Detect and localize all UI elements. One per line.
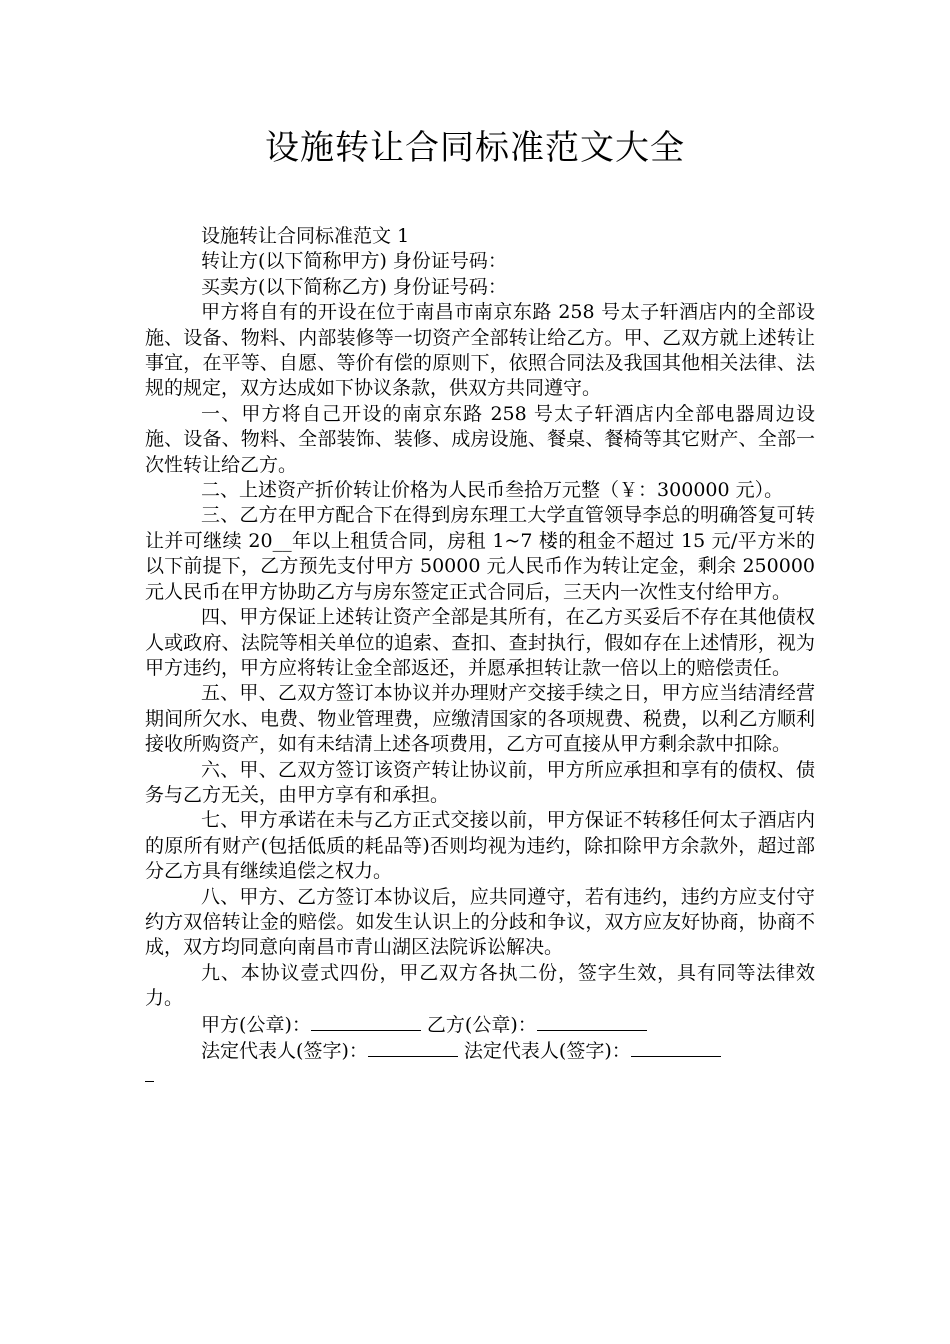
seal-line <box>145 1012 815 1038</box>
clause-8: 八、甲方、乙方签订本协议后，应共同遵守，若有违约，违约方应支付守约方双倍转让金的赔偿。如发生认识上的分歧和争议，双方应友好协商，协商不成，双方均同意向南昌市青山湖区法院诉讼解决。 <box>145 885 815 959</box>
clause-7: 七、甲方承诺在未与乙方正式交接以前，甲方保证不转移任何太子酒店内的原所有财产(包括低质的耗品等)否则均视为违约，除扣除甲方余款外，超过部分乙方具有继续追偿之权力。 <box>145 809 815 883</box>
section-heading: 设施转让合同标准范文 1 <box>201 225 410 247</box>
signature-line-tail <box>145 1064 815 1089</box>
clause-3: 三、乙方在甲方配合下在得到房东理工大学直管领导李总的明确答复可转让并可继续 20__年以上租赁合同，房租 1~7 楼的租金不超过 15 元/平方米的以下前提下，乙方预先支付甲方 50000 元人民币作为转让定金，剩余 250000 元人民币在甲方协助乙方与房东签定正式合同后，三天内一次性支付给甲方。 <box>145 504 815 603</box>
clause-6: 六、甲、乙双方签订该资产转让协议前，甲方所应承担和享有的债权、债务与乙方无关，由甲方享有和承担。 <box>145 758 815 806</box>
party-a-line: 转让方(以下简称甲方) 身份证号码： <box>201 250 507 273</box>
clause-5: 五、甲、乙双方签订本协议并办理财产交接手续之日，甲方应当结清经营期间所欠水、电费、物业管理费，应缴清国家的各项规费、税费，以利乙方顺利接收所购资产，如有未结清上述各项费用，乙方可直接从甲方剩余款中扣除。 <box>145 682 815 756</box>
clause-1: 一、甲方将自己开设的南京东路 258 号太子轩酒店内全部电器周边设施、设备、物料、全部装饰、装修、成房设施、餐桌、餐椅等其它财产、全部一次性转让给乙方。 <box>145 402 815 476</box>
underline-tail-mark <box>145 1067 154 1082</box>
party-b-seal-blank <box>537 1012 647 1031</box>
party-a-rep-blank <box>368 1038 458 1057</box>
document-title: 设施转让合同标准范文大全 <box>265 128 685 168</box>
party-b-line: 买卖方(以下简称乙方) 身份证号码： <box>201 275 507 298</box>
clause-2: 二、上述资产折价转让价格为人民币叁拾万元整（￥：300000 元）。 <box>201 479 784 502</box>
clause-9: 九、本协议壹式四份，甲乙双方各执二份，签字生效，具有同等法律效力。 <box>145 961 815 1010</box>
party-a-rep-label: 法定代表人(签字)： <box>201 1040 368 1062</box>
party-b-rep-label: 法定代表人(签字)： <box>463 1040 631 1062</box>
party-b-rep-blank <box>631 1038 721 1057</box>
party-a-seal-label: 甲方(公章)： <box>201 1013 311 1036</box>
clause-4: 四、甲方保证上述转让资产全部是其所有，在乙方买妥后不存在其他债权人或政府、法院等相关单位的追索、查扣、查封执行，假如存在上述情形，视为甲方违约，甲方应将转让金全部返还，并愿承担转让款一倍以上的赔偿责任。 <box>145 606 815 679</box>
party-a-seal-blank <box>311 1012 421 1031</box>
representative-line <box>145 1038 815 1064</box>
intro-paragraph: 甲方将自有的开设在位于南昌市南京东路 258 号太子轩酒店内的全部设施、设备、物料、内部装修等一切资产全部转让给乙方。甲、乙双方就上述转让事宜，在平等、自愿、等价有偿的原则下，依照合同法及我国其他相关法律、法规的规定，双方达成如下协议条款，供双方共同遵守。 <box>145 301 815 400</box>
document-body <box>145 224 815 1090</box>
party-b-seal-label: 乙方(公章)： <box>426 1013 537 1036</box>
